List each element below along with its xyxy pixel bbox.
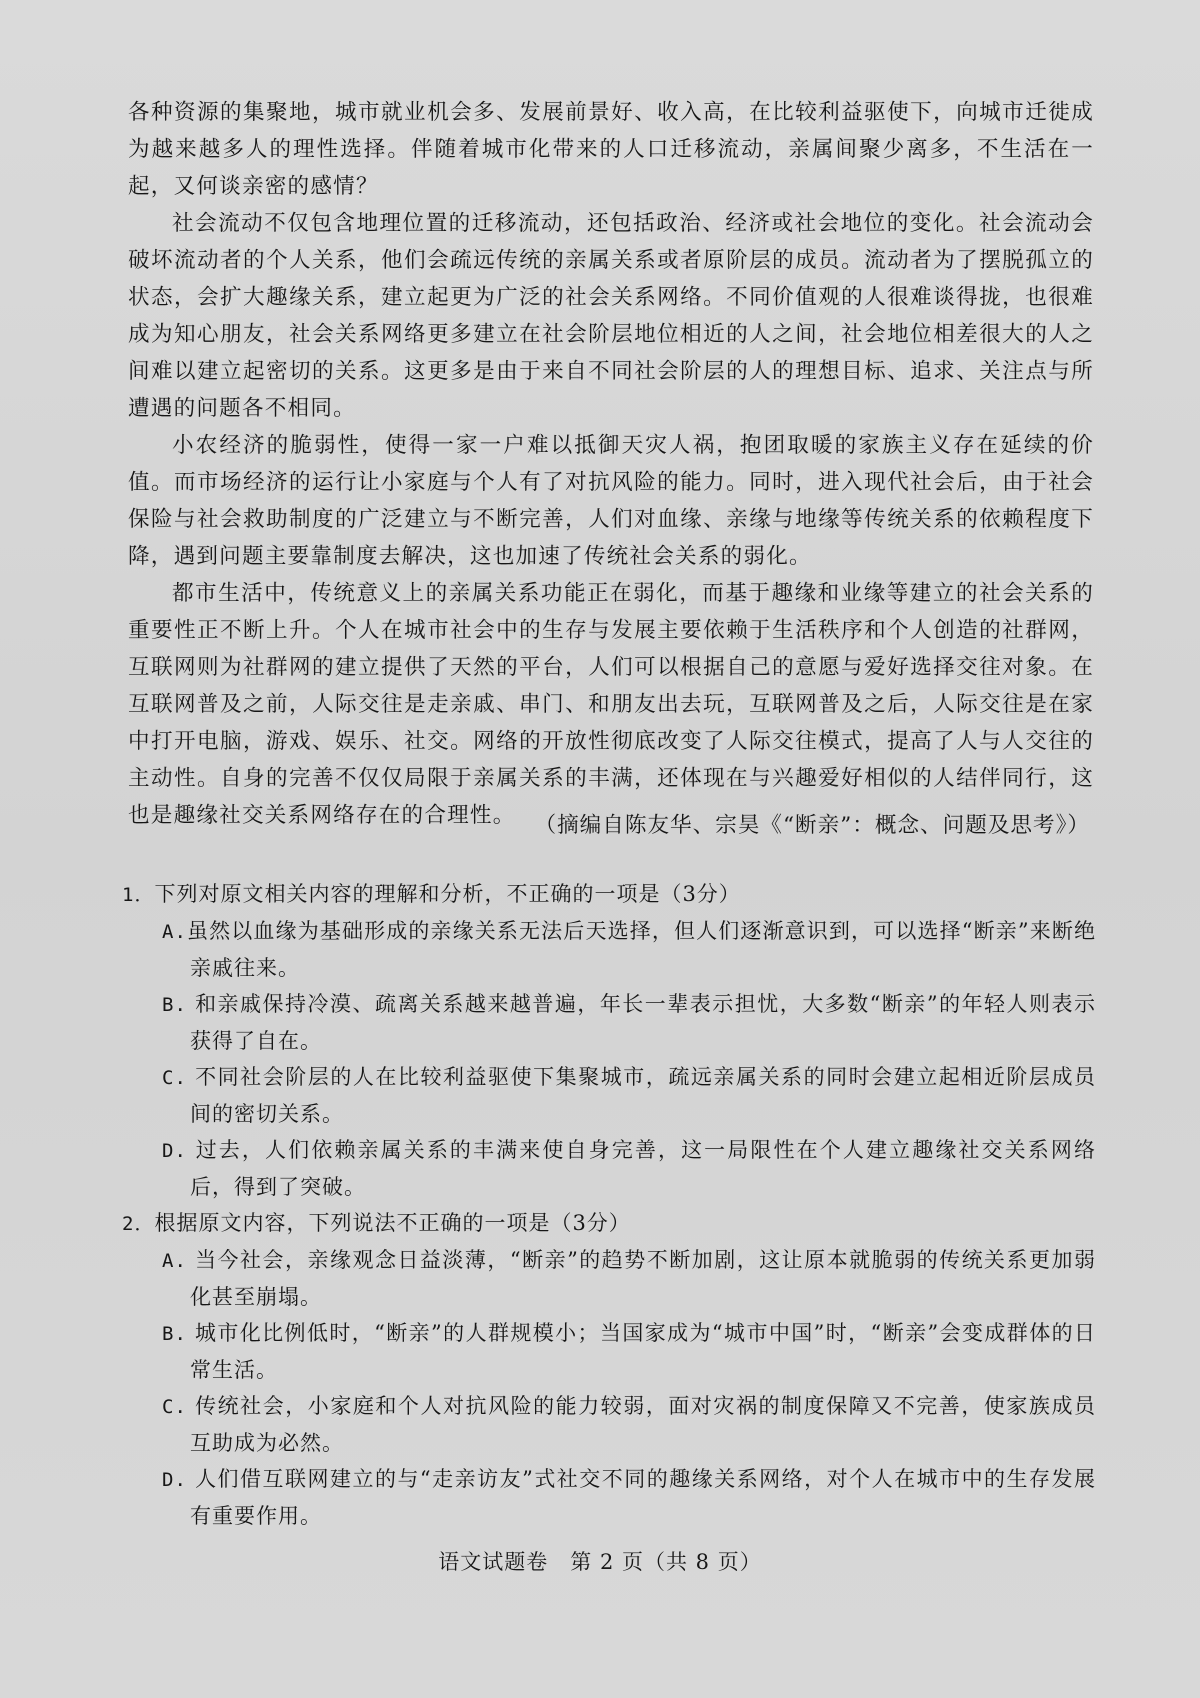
question-number: 2． xyxy=(122,1213,155,1235)
reading-passage xyxy=(128,94,1094,834)
option-letter: C. xyxy=(162,1067,187,1089)
option-a xyxy=(122,913,1096,986)
question-1 xyxy=(122,876,1096,1205)
question-2 xyxy=(122,1205,1096,1534)
option-text: 不同社会阶层的人在比较利益驱使下集聚城市，疏远亲属关系的同时会建立起相近阶层成员间的密切关系。 xyxy=(190,1065,1096,1126)
option-b xyxy=(122,986,1096,1059)
question-text: 根据原文内容，下列说法不正确的一项是（3分） xyxy=(154,1211,631,1235)
option-text: 当今社会，亲缘观念日益淡薄，“断亲”的趋势不断加剧，这让原本就脆弱的传统关系更加弱化甚至崩塌。 xyxy=(190,1248,1096,1309)
option-letter: B. xyxy=(162,1323,187,1345)
option-text: 人们借互联网建立的与“走亲访友”式社交不同的趣缘关系网络，对个人在城市中的生存发展有重要作用。 xyxy=(190,1467,1096,1528)
option-c xyxy=(122,1388,1096,1461)
option-letter: D. xyxy=(162,1469,187,1491)
question-number: 1． xyxy=(122,884,155,906)
option-text: 传统社会，小家庭和个人对抗风险的能力较弱，面对灾祸的制度保障又不完善，使家族成员互助成为必然。 xyxy=(190,1394,1096,1455)
option-c xyxy=(122,1059,1096,1132)
option-a xyxy=(122,1242,1096,1315)
option-text: 和亲戚保持冷漠、疏离关系越来越普遍，年长一辈表示担忧，大多数“断亲”的年轻人则表示获得了自在。 xyxy=(190,992,1096,1053)
option-text: 过去，人们依赖亲属关系的丰满来使自身完善，这一局限性在个人建立趣缘社交关系网络后，得到了突破。 xyxy=(190,1138,1096,1199)
passage-paragraph: 小农经济的脆弱性，使得一家一户难以抵御天灾人祸，抱团取暖的家族主义存在延续的价值。而市场经济的运行让小家庭与个人有了对抗风险的能力。同时，进入现代社会后，由于社会保险与社会救助制度的广泛建立与不断完善，人们对血缘、亲缘与地缘等传统关系的依赖程度下降，遇到问题主要靠制度去解决，这也加速了传统社会关系的弱化。 xyxy=(128,433,1094,569)
question-text: 下列对原文相关内容的理解和分析，不正确的一项是（3分） xyxy=(154,882,741,906)
option-d xyxy=(122,1461,1096,1534)
option-letter: A. xyxy=(162,1250,187,1272)
option-text: 城市化比例低时，“断亲”的人群规模小；当国家成为“城市中国”时，“断亲”会变成群体的日常生活。 xyxy=(190,1321,1096,1382)
option-letter: C. xyxy=(162,1396,187,1418)
passage-paragraph: 各种资源的集聚地，城市就业机会多、发展前景好、收入高，在比较利益驱使下，向城市迁徙成为越来越多人的理性选择。伴随着城市化带来的人口迁移流动，亲属间聚少离多，不生活在一起，又何谈亲密的感情？ xyxy=(128,100,1094,199)
passage-paragraph: 都市生活中，传统意义上的亲属关系功能正在弱化，而基于趣缘和业缘等建立的社会关系的重要性正不断上升。个人在城市社会中的生存与发展主要依赖于生活秩序和个人创造的社群网，互联网则为社群网的建立提供了天然的平台，人们可以根据自己的意愿与爱好选择交往对象。在互联网普及之前，人际交往是走亲戚、串门、和朋友出去玩，互联网普及之后，人际交往是在家中打开电脑，游戏、娱乐、社交。网络的开放性彻底改变了人际交往模式，提高了人与人交往的主动性。自身的完善不仅仅局限于亲属关系的丰满，还体现在与兴趣爱好相似的人结伴同行，这也是趣缘社交关系网络存在的合理性。 xyxy=(128,581,1094,828)
question-stem xyxy=(122,1205,1096,1242)
option-letter: D. xyxy=(162,1140,187,1162)
passage-source-citation: （摘编自陈友华、宗昊《“断亲”：概念、问题及思考》） xyxy=(534,813,1090,838)
option-text: 虽然以血缘为基础形成的亲缘关系无法后天选择，但人们逐渐意识到，可以选择“断亲”来断绝亲戚往来。 xyxy=(186,919,1096,980)
question-stem xyxy=(122,876,1096,913)
option-d xyxy=(122,1132,1096,1205)
option-b xyxy=(122,1315,1096,1388)
passage-paragraph: 社会流动不仅包含地理位置的迁移流动，还包括政治、经济或社会地位的变化。社会流动会破坏流动者的个人关系，他们会疏远传统的亲属关系或者原阶层的成员。流动者为了摆脱孤立的状态，会扩大趣缘关系，建立起更为广泛的社会关系网络。不同价值观的人很难谈得拢，也很难成为知心朋友，社会关系网络更多建立在社会阶层地位相近的人之间，社会地位相差很大的人之间难以建立起密切的关系。这更多是由于来自不同社会阶层的人的理想目标、追求、关注点与所遭遇的问题各不相同。 xyxy=(128,211,1094,421)
option-letter: A. xyxy=(162,921,187,943)
option-letter: B. xyxy=(162,994,187,1016)
page-footer: 语文试题卷 第 2 页（共 8 页） xyxy=(438,1550,762,1574)
question-list xyxy=(122,876,1096,1534)
